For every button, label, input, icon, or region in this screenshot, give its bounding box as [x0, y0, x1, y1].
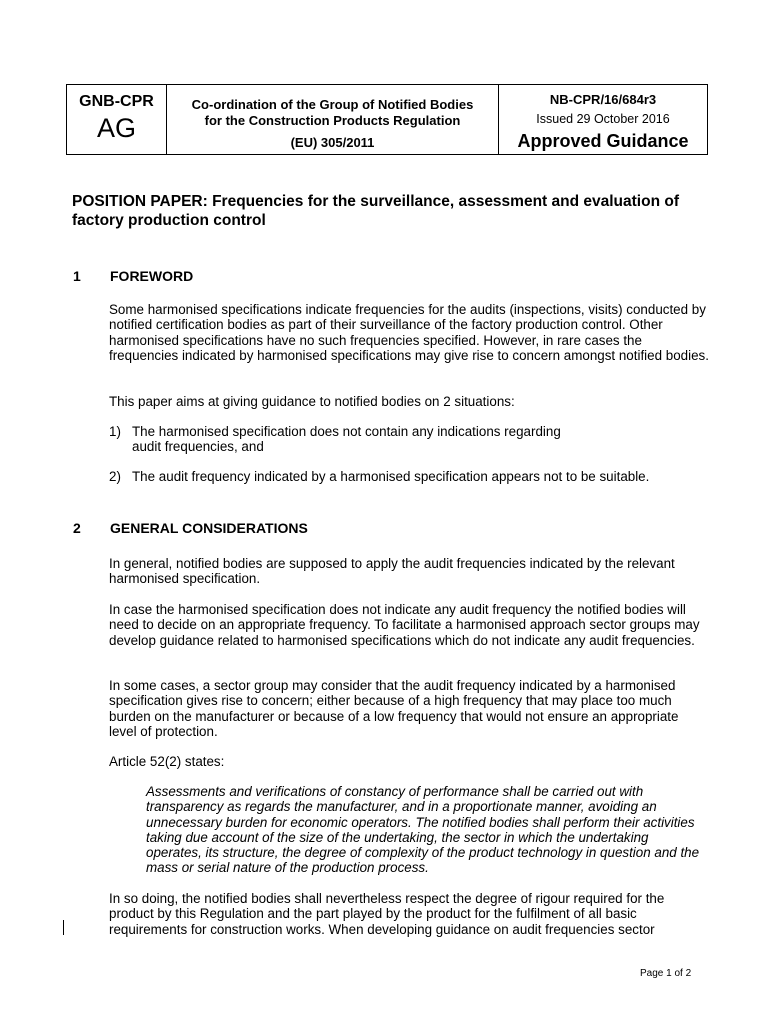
document-reference: NB-CPR/16/684r3 [549, 92, 657, 107]
list-marker: 1) [109, 424, 121, 439]
org-name-line2: for the Construction Products Regulation [204, 113, 461, 128]
paragraph: In some cases, a sector group may consider that the audit frequency indicated by a harmonised specification gives rise to concern; either because of a high frequency that may place too much burden on the manufacturer or because of a low frequency that would not ensure an appropriate level of protection. [109, 678, 679, 739]
paragraph: In general, notified bodies are supposed to apply the audit frequencies indicated by the relevant harmonised specification. [109, 556, 675, 587]
org-name-line1: Co-ordination of the Group of Notified Bodies [191, 97, 474, 112]
list-item [109, 469, 709, 484]
list-item [109, 424, 709, 455]
regulation-number: (EU) 305/2011 [290, 135, 375, 150]
paragraph: In case the harmonised specification does not indicate any audit frequency the notified bodies will need to decide on an appropriate frequency. To facilitate a harmonised approach sector groups may develop guidance related to harmonised specifications which do not indicate any audit frequencies. [109, 602, 700, 648]
document-info-cell [499, 85, 707, 154]
group-abbrev: AG [96, 113, 136, 143]
paragraph: In so doing, the notified bodies shall nevertheless respect the degree of rigour required for the product by this Regulation and the part played by the product for the fulfilment of all basic requirements for construction works. When developing guidance on audit frequencies sector [109, 891, 665, 937]
paragraph: This paper aims at giving guidance to notified bodies on 2 situations: [109, 394, 515, 409]
list-marker: 2) [109, 469, 121, 484]
document-status: Approved Guidance [517, 131, 689, 151]
section-heading-foreword [73, 268, 193, 284]
section-title: FOREWORD [110, 268, 194, 284]
organization-cell [167, 85, 499, 154]
document-title: POSITION PAPER: Frequencies for the surveillance, assessment and evaluation of factory production control [72, 193, 679, 229]
section-heading-general-considerations [73, 520, 308, 536]
section-number: 1 [73, 268, 81, 284]
paragraph: Article 52(2) states: [109, 754, 225, 769]
issue-date: Issued 29 October 2016 [536, 112, 670, 126]
document-header [66, 84, 708, 155]
text-cursor [63, 920, 64, 935]
list-text: The harmonised specification does not contain any indications regarding audit frequencies, and [132, 424, 561, 455]
article-quote: Assessments and verifications of constancy of performance shall be carried out with transparency as regards the manufacturer, and in a proportionate manner, avoiding an unnecessary burden for economic operators. The notified bodies shall perform their activities taking due account of the size of the undertaking, the sector in which the undertaking operates, its structure, the degree of complexity of the product technology in question and the mass or serial nature of the production process. [146, 784, 700, 876]
page-number: Page 1 of 2 [640, 968, 692, 979]
group-code: GNB-CPR [79, 93, 154, 110]
section-number: 2 [73, 520, 81, 536]
list-text: The audit frequency indicated by a harmonised specification appears not to be suitable. [132, 469, 650, 484]
paragraph: Some harmonised specifications indicate frequencies for the audits (inspections, visits) conducted by notified certification bodies as part of their surveillance of the factory production control. Other harmonised specifications have no such frequencies specified. However, in rare cases the frequencies indicated by harmonised specifications may give rise to concern amongst notified bodies. [109, 302, 709, 363]
section-title: GENERAL CONSIDERATIONS [110, 520, 308, 536]
group-code-cell [67, 85, 167, 154]
